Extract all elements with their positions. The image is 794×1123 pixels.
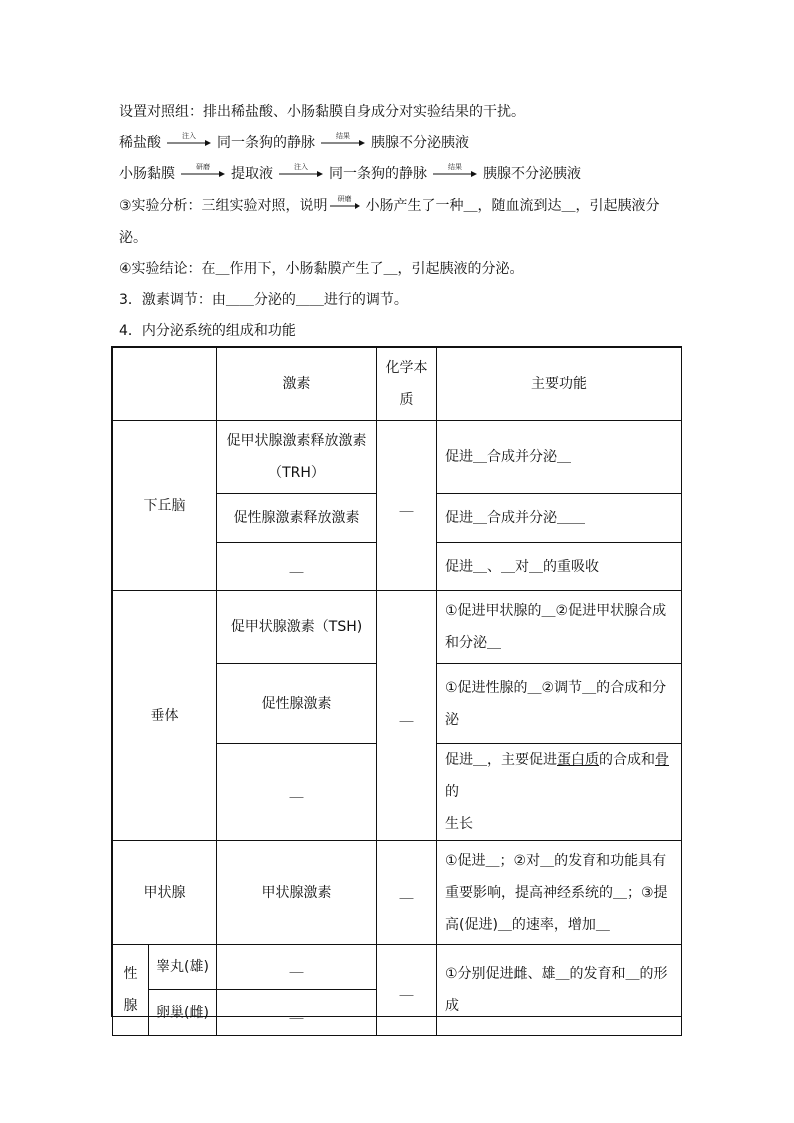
flow1-arrow-2: 结果	[321, 133, 365, 153]
item4-heading: 4．内分泌系统的组成和功能	[119, 323, 296, 339]
right-arrow-icon	[330, 202, 360, 210]
flow1-start: 稀盐酸	[119, 135, 161, 151]
flow-intestinal-mucosa	[119, 164, 581, 184]
right-arrow-icon	[167, 139, 211, 147]
flow2-arrow-3: 结果	[433, 164, 477, 184]
flow2-end: 胰腺不分泌胰液	[483, 166, 581, 182]
hormone-gnrh: 促性腺激素释放激素	[217, 494, 377, 543]
flow2-start: 小肠黏膜	[119, 166, 175, 182]
flow2-arrow-1: 研磨	[181, 164, 225, 184]
header-gland	[113, 348, 217, 421]
header-function: 主要功能	[437, 348, 682, 421]
nature-hypothalamus: ＿	[377, 421, 437, 591]
hormone-testis: ＿	[217, 945, 377, 990]
analysis-post: 小肠产生了一种＿，随血流到达＿，引起胰液分	[365, 198, 660, 214]
function-trh: 促进＿合成并分泌＿	[437, 421, 682, 494]
function-gnrh: 促进＿合成并分泌＿＿	[437, 494, 682, 543]
hormone-gonadotropin: 促性腺激素	[217, 664, 377, 744]
right-arrow-icon	[181, 170, 225, 178]
table-row	[113, 841, 682, 945]
gland-ovary: 卵巢(雌)	[149, 990, 217, 1036]
function-thyroxine: ①促进＿；②对＿的发育和功能具有 重要影响，提高神经系统的＿；③提 高(促进)＿的速率，增加＿	[437, 841, 682, 945]
nature-gonads: ＿	[377, 945, 437, 1036]
function-adh: 促进＿、＿对＿的重吸收	[437, 543, 682, 591]
table-row	[113, 421, 682, 494]
flow1-end: 胰腺不分泌胰液	[371, 135, 469, 151]
item3-text: 3．激素调节：由＿＿分泌的＿＿进行的调节。	[119, 292, 408, 308]
right-arrow-icon	[321, 139, 365, 147]
gland-hypothalamus: 下丘脑	[113, 421, 217, 591]
hormone-trh: 促甲状腺激素释放激素 （TRH）	[217, 421, 377, 494]
right-arrow-icon	[433, 170, 477, 178]
conclusion-text: ④实验结论：在＿作用下，小肠黏膜产生了＿，引起胰液的分泌。	[119, 261, 524, 277]
flow2-arrow-2: 注入	[279, 164, 323, 184]
control-group-text: 设置对照组：排出稀盐酸、小肠黏膜自身成分对实验结果的干扰。	[119, 104, 525, 120]
flow-hydrochloric-acid	[119, 133, 469, 153]
nature-pituitary: ＿	[377, 591, 437, 841]
flow1-mid: 同一条狗的静脉	[217, 135, 315, 151]
gland-thyroid: 甲状腺	[113, 841, 217, 945]
function-gh: 促进＿，主要促进蛋白质的合成和骨的 生长	[437, 744, 682, 841]
flow2-mid2: 同一条狗的静脉	[329, 166, 427, 182]
gland-testis: 睾丸(雄)	[149, 945, 217, 990]
table-row	[113, 591, 682, 664]
table-row	[113, 945, 682, 990]
function-tsh: ①促进甲状腺的＿②促进甲状腺合成 和分泌＿	[437, 591, 682, 664]
header-hormone: 激素	[217, 348, 377, 421]
nature-thyroid: ＿	[377, 841, 437, 945]
table-header-row	[113, 348, 682, 421]
hormone-ovary: ＿	[217, 990, 377, 1036]
right-arrow-icon	[279, 170, 323, 178]
analysis-wrap: 泌。	[119, 230, 147, 246]
hormone-gh: ＿	[217, 744, 377, 841]
analysis-arrow: 研磨	[330, 196, 360, 216]
flow2-mid1: 提取液	[231, 166, 273, 182]
endocrine-table	[111, 346, 682, 1021]
hormone-thyroxine: 甲状腺激素	[217, 841, 377, 945]
hormone-tsh: 促甲状腺激素（TSH)	[217, 591, 377, 664]
function-gonadotropin: ①促进性腺的＿②调节＿的合成和分 泌	[437, 664, 682, 744]
analysis-pre: ③实验分析：三组实验对照，说明	[119, 198, 328, 214]
function-gonads: ①分别促进雌、雄＿的发育和＿的形 成	[437, 945, 682, 1036]
header-nature: 化学本 质	[377, 348, 437, 421]
gland-gonads: 性 腺	[113, 945, 149, 1036]
hormone-adh: ＿	[217, 543, 377, 591]
analysis-text	[119, 196, 660, 216]
gland-pituitary: 垂体	[113, 591, 217, 841]
flow1-arrow-1: 注入	[167, 133, 211, 153]
